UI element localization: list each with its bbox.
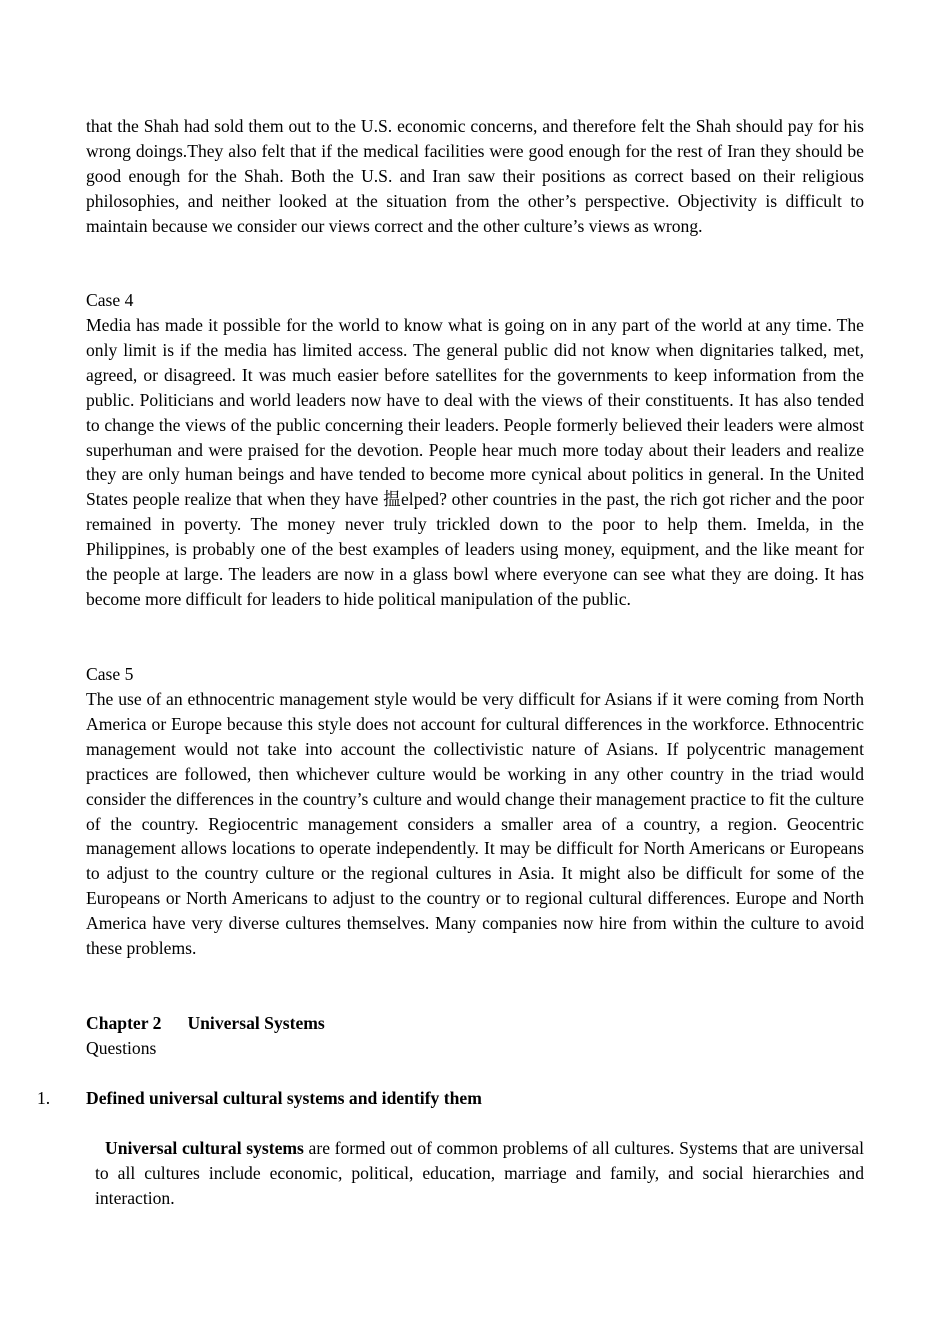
question-answer — [95, 1136, 864, 1211]
answer-term: Universal cultural systems — [105, 1138, 304, 1158]
question-number: 1. — [37, 1088, 51, 1108]
questions-subheading: Questions — [86, 1038, 157, 1058]
question-title: Defined universal cultural systems and identify them — [86, 1088, 482, 1108]
case-5-heading: Case 5 — [86, 664, 134, 684]
chapter-title: Universal Systems — [187, 1013, 325, 1033]
chapter-label: Chapter 2 — [86, 1013, 162, 1033]
case-5-text: The use of an ethnocentric management style would be very difficult for Asians if it were coming from North America or Europe because this style does not account for cultural differences in the workforce. Ethnocentric management would not take into account the collectivistic nature of Asians. If polycentric management practices are followed, then whichever culture would be working in any other country in the triad would consider the differences in the country’s culture and would change their management practice to fit the culture of the country. Regiocentric management considers a smaller area of a country, a region. Geocentric management allows locations to operate independently. It may be difficult for North Americans or Europeans to adjust to the country culture or the regional cultures in Asia. It might also be difficult for some of the Europeans or North Americans to adjust to the country or to regional cultural differences. Europe and North America have very diverse cultures themselves. Many companies now hire from within the culture to avoid these problems. — [86, 689, 864, 959]
case-4-text: Media has made it possible for the world to know what is going on in any part of the world at any time. The only limit is if the media has limited access. The general public did not know when dignitaries talked, met, agreed, or disagreed. It was much easier before satellites for the governments to keep information from the public. Politicians and world leaders now have to deal with the views of their constituents. It has also tended to change the views of the public concerning their leaders. People formerly believed their leaders were almost superhuman and were praised for the devotion. People hear much more today about their leaders and realize they are only human beings and have tended to become more cynical about politics in general. In the United States people realize that when they have 揾elped? other countries in the past, the rich got richer and the poor remained in poverty. The money never truly trickled down to the poor to help them. Imelda, in the Philippines, is probably one of the best examples of leaders using money, equipment, and the like meant for the people at large. The leaders are now in a glass bowl where everyone can see what they are doing. It has become more difficult for leaders to hide political manipulation of the public. — [86, 315, 864, 609]
paragraph-iran-shah: that the Shah had sold them out to the U.S. economic concerns, and therefore felt the Shah should pay for his wrong doings.They also felt that if the medical facilities were good enough for the rest of Iran they should be good enough for the Shah. Both the U.S. and Iran saw their positions as correct based on their religious philosophies, and neither looked at the situation from the other’s perspective. Objectivity is difficult to maintain because we consider our views correct and the other culture’s views as wrong. — [86, 116, 864, 236]
case-4-heading: Case 4 — [86, 290, 134, 310]
chapter-heading — [86, 1011, 864, 1036]
answer-text: are formed out of common problems of all cultures. Systems that are universal to all cultures include economic, political, education, marriage and family, and social hierarchies and interaction. — [95, 1138, 864, 1208]
